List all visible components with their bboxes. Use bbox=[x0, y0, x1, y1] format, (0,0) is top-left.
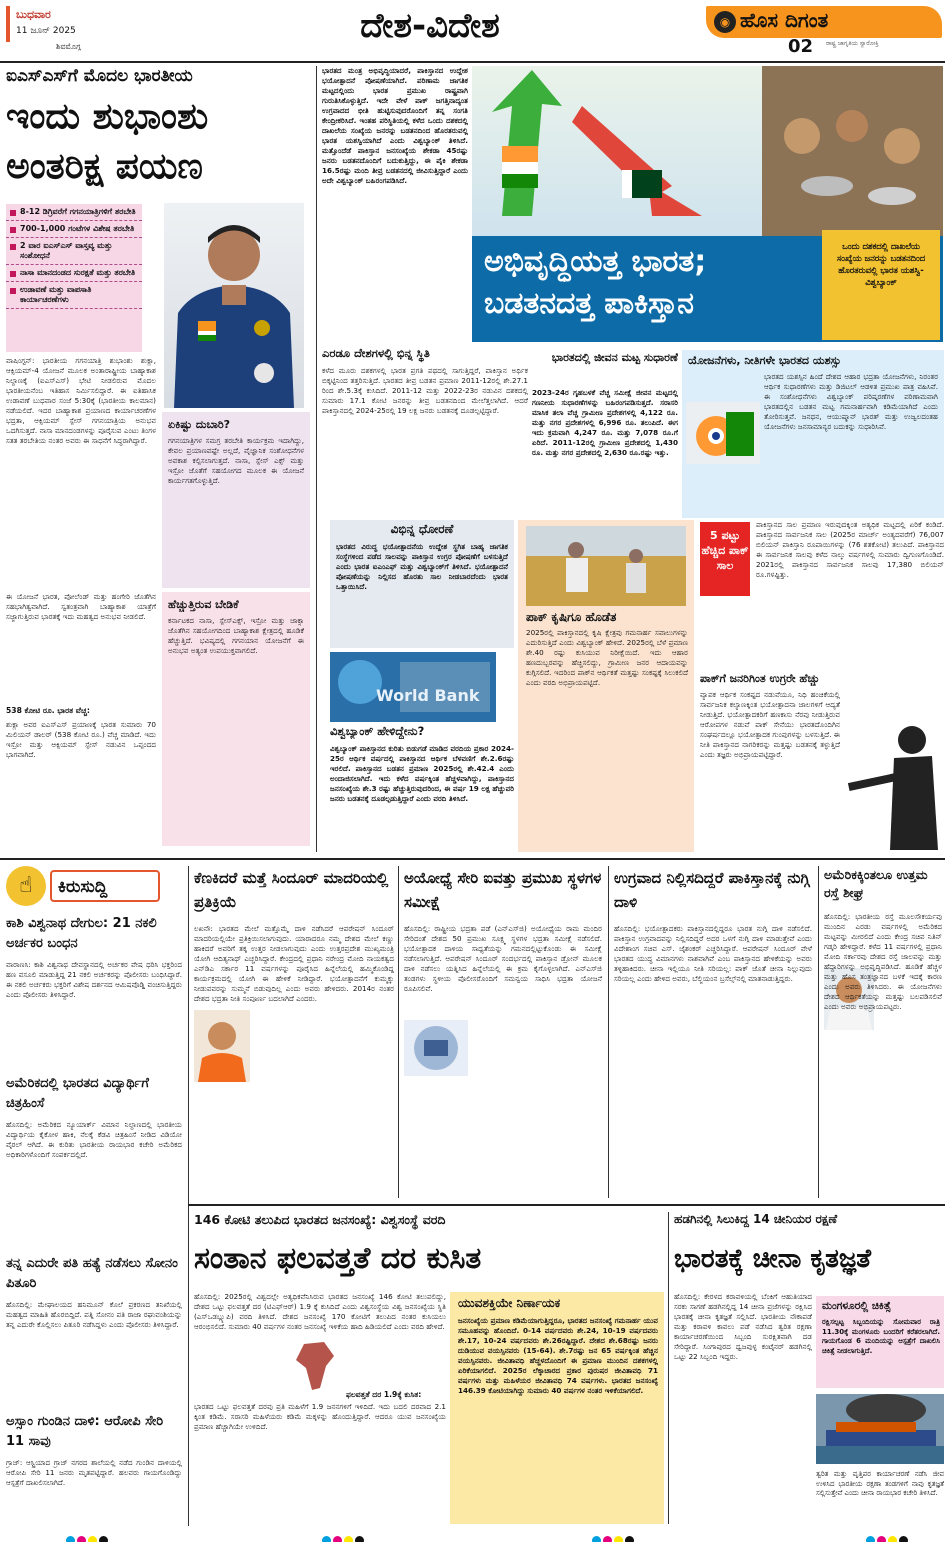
terror-heading: ಪಾಕ್‌ಗೆ ಜನರಿಗಿಂತ ಉಗ್ರರೇ ಹೆಚ್ಚು bbox=[700, 672, 820, 685]
brief-3-heading: ತನ್ನ ಎದುರೇ ಪತಿ ಹತ್ಯೆ ನಡೆಸಲು ಸೋನಂ ಪಿತೂರಿ bbox=[6, 1256, 178, 1291]
shubhanshu-kicker: ಐಎಸ್‌ಎಸ್‌ಗೆ ಮೊದಲ ಭಾರತೀಯ bbox=[6, 66, 193, 86]
sindoor-body: ಲಖನೌ: ಭಾರತದ ಮೇಲೆ ಮತ್ತೊಮ್ಮೆ ದಾಳಿ ನಡೆಸಿದರೆ ಆಪರೇಷನ್ ಸಿಂದೂರ್ ಮಾದರಿಯಲ್ಲಿಯೇ ಪ್ರತಿಕ್ರಿಯಿಸಲಾಗುವುದು. ಯಾರಾದರೂ ನಮ್ಮ ದೇಶದ ಮೇಲೆ ಕಣ್ಣು ಹಾಕಿದರೆ ಅವರಿಗೆ ತಕ್ಕ ಉತ್ತರ ನೀಡಲಾಗುವುದು ಎಂದು ಉತ್ತರಪ್ರದೇಶ ಮುಖ್ಯಮಂತ್ರಿ ಯೋಗಿ ಆದಿತ್ಯನಾಥ್ ಎಚ್ಚರಿಸಿದ್ದಾರೆ. ಕೇಂದ್ರದಲ್ಲಿ ಪ್ರಧಾನಿ ನರೇಂದ್ರ ಮೋದಿ ನಾಯಕತ್ವದ ಎನ್‌ಡಿಎ ಸರ್ಕಾರ 11 ವರ್ಷಗಳನ್ನು ಪೂರೈಸಿದ ಹಿನ್ನೆಲೆಯಲ್ಲಿ ಹಮ್ಮಿಕೊಂಡಿದ್ದ ಕಾರ್ಯಕ್ರಮದಲ್ಲಿ ಯೋಗಿ ಈ ಹೇಳಿಕೆ ನೀಡಿದ್ದಾರೆ. ಭಯೋತ್ಪಾದನೆಗೆ ಕುಮ್ಮಕ್ಕು ನೀಡುವವರನ್ನು ಸುಮ್ಮನೆ ಬಿಡುವುದಿಲ್ಲ ಎಂದು ಅವರು ಹೇಳಿದರು. 2014ರ ನಂತರ ದೇಶದ ಭದ್ರತಾ ನೀತಿ ಸಂಪೂರ್ಣ ಬದಲಾಗಿದೆ ಎಂದರು. bbox=[194, 924, 394, 1003]
brief-3-body: ಹೊಸದಿಲ್ಲಿ: ಮೇಘಾಲಯದ ಹನಿಮೂನ್ ಕೊಲೆ ಪ್ರಕರಣದ ತನಿಖೆಯಲ್ಲಿ ಮಹತ್ವದ ಮಾಹಿತಿ ಹೊರಬಿದ್ದಿದೆ. ಪತ್ನಿ ಸೋನಂ ಪತಿ ರಾಜಾ ರಘುವಂಶಿಯನ್ನು ತನ್ನ ಎದುರೇ ಕೊಲ್ಲಿಸಲು ಪಿತೂರಿ ನಡೆಸಿದ್ದಳು ಎಂದು ಪೊಲೀಸರು ತಿಳಿಸಿದ್ದಾರೆ. bbox=[6, 1300, 182, 1329]
schemes-box bbox=[682, 350, 944, 518]
brief-4-heading: ಅಸ್ಸಾಂ ಗುಂಡಿನ ದಾಳಿ: ಆರೋಪಿ ಸೇರಿ 11 ಸಾವು bbox=[6, 1414, 164, 1449]
farm-box bbox=[518, 520, 694, 852]
fertility-heading: ಫಲವತ್ತತೆ ದರ 1.9ಕ್ಕೆ ಕುಸಿತ: bbox=[346, 1390, 422, 1399]
why-costly-body: ಗಗನಯಾತ್ರಿಗಳ ಸಮಗ್ರ ತರಬೇತಿ ಕಾರ್ಯಕ್ರಮ ಇದಾಗಿದ್ದು, ಕೇವಲ ಪ್ರಯಾಣವಷ್ಟೇ ಅಲ್ಲದೆ, ವೈಜ್ಞಾನಿಕ ಸಂಶೋಧನೆಗಳ ಅವಕಾಶ ಕಲ್ಪಿಸಲಾಗುತ್ತದೆ. ನಾಸಾ, ಸ್ಪೇಸ್ ಎಕ್ಸ್ ಮತ್ತು ಇಸ್ರೋ ಜೊತೆಗೆ ಸಹಯೋಗದ ಮೂಲಕ ಈ ಯೋಜನೆ ಕಾರ್ಯಗತಗೊಳ್ಳುತ್ತಿದೆ. bbox=[168, 436, 304, 485]
brief-4-body: ಗ್ರಾಜ್: ಆಸ್ಟ್ರಿಯಾದ ಗ್ರಾಜ್ ನಗರದ ಶಾಲೆಯಲ್ಲಿ ನಡೆದ ಗುಂಡಿನ ದಾಳಿಯಲ್ಲಿ ಆರೋಪಿ ಸೇರಿ 11 ಜನರು ಮೃತಪಟ್ಟಿದ್ದಾರೆ. ಹಲವರು ಗಾಯಗೊಂಡಿದ್ದು ಆಸ್ಪತ್ರೆಗೆ ದಾಖಲಿಸಲಾಗಿದೆ. bbox=[6, 1458, 182, 1487]
farm-body: 2025ರಲ್ಲಿ ಪಾಕಿಸ್ತಾನದಲ್ಲಿ ಕೃಷಿ ಕ್ಷೇತ್ರವು ಗಮನಾರ್ಹ ಸವಾಲುಗಳನ್ನು ಎದುರಿಸುತ್ತಿದೆ ಎಂದು ವಿಶ್ವಬ್ಯಾಂಕ್ ಹೇಳಿದೆ. 2025ರಲ್ಲಿ ಬೆಳೆ ಪ್ರಮಾಣ ಶೇ.40 ರಷ್ಟು ಕುಸಿಯುವ ನಿರೀಕ್ಷೆಯಿದೆ. ಇದು ಆಹಾರ ಹಣದುಬ್ಬರವನ್ನು ಹೆಚ್ಚಿಸಲಿದ್ದು, ಗ್ರಾಮೀಣ ಜನರ ಆದಾಯವನ್ನು ಕುಗ್ಗಿಸಲಿದೆ. ಇದರಿಂದ ಪಾಕ್‌ನ ಆರ್ಥಿಕತೆ ಮತ್ತಷ್ಟು ಸಂಕಷ್ಟಕ್ಕೆ ಸಿಲುಕಲಿದೆ ಎಂದು ವರದಿ ಅಭಿಪ್ರಾಯಪಟ್ಟಿದೆ. bbox=[526, 628, 688, 687]
astronaut-photo bbox=[164, 203, 304, 408]
brief-2-heading: ಅಮೆರಿಕದಲ್ಲಿ ಭಾರತದ ವಿದ್ಯಾರ್ಥಿಗೆ ಚಿತ್ರಹಿಂಸೆ bbox=[6, 1076, 149, 1111]
kirusuddi-icon: ☝ bbox=[6, 866, 46, 906]
world-bank-body: ವಿಶ್ವಬ್ಯಾಂಕ್ ಪಾಕಿಸ್ತಾನದ ಕುರಿತು ಬಿಡುಗಡೆ ಮಾಡಿದ ವರದಿಯ ಪ್ರಕಾರ 2024-25ರ ಆರ್ಥಿಕ ವರ್ಷದಲ್ಲಿ ಪಾಕಿಸ್ತಾನದ ಆರ್ಥಿಕ ಬೆಳವಣಿಗೆ ಶೇ.2.6ರಷ್ಟು ಇರಲಿದೆ. ಪಾಕಿಸ್ತಾನದ ಬಡತನ ಪ್ರಮಾಣ 2025ರಲ್ಲಿ ಶೇ.42.4 ಎಂದು ಅಂದಾಜಿಸಲಾಗಿದೆ. ಇದು ಕಳೆದ ವರ್ಷಕ್ಕಿಂತ ಹೆಚ್ಚಳವಾಗಿದ್ದು, ಪಾಕಿಸ್ತಾನದ ಜನಸಂಖ್ಯೆಯ ಶೇ.3 ರಷ್ಟು ಹೆಚ್ಚುತ್ತಿರುವುದರಿಂದ, ಈ ವರ್ಷ 19 ಲಕ್ಷ ಹೆಚ್ಚುವರಿ ಜನರು ಬಡತನಕ್ಕೆ ದೂಡಲ್ಪಡುತ್ತಿದ್ದಾರೆ ಎಂದು ವರದಿ ತಿಳಿಸಿದೆ. bbox=[330, 744, 514, 803]
ayodhya-body: ಹೊಸದಿಲ್ಲಿ: ರಾಷ್ಟ್ರೀಯ ಭದ್ರತಾ ಪಡೆ (ಎನ್‌ಎಸ್‌ಜಿ) ಅಯೋಧ್ಯೆಯ ರಾಮ ಮಂದಿರ ಸೇರಿದಂತೆ ದೇಶದ 50 ಪ್ರಮುಖ ಸೂಕ್ಷ್ಮ ಸ್ಥಳಗಳ ಭದ್ರತಾ ಸಮೀಕ್ಷೆ ನಡೆಸಲಿದೆ. ಭಯೋತ್ಪಾದಕ ದಾಳಿಯ ಸಾಧ್ಯತೆಯನ್ನು ಗಮನದಲ್ಲಿಟ್ಟುಕೊಂಡು ಈ ಸಮೀಕ್ಷೆ ನಡೆಸಲಾಗುತ್ತಿದೆ. ಆಪರೇಷನ್ ಸಿಂದೂರ್ ಸಂದರ್ಭದಲ್ಲಿ ಪಾಕಿಸ್ತಾನ ಡ್ರೋನ್ ಮೂಲಕ ದಾಳಿ ನಡೆಸಲು ಯತ್ನಿಸಿದ ಹಿನ್ನೆಲೆಯಲ್ಲಿ ಈ ಕ್ರಮ ಕೈಗೊಳ್ಳಲಾಗಿದೆ. ಎನ್‌ಎಸ್‌ಜಿ ತಂಡಗಳು ಸ್ಥಳೀಯ ಪೊಲೀಸರೊಂದಿಗೆ ಸಮನ್ವಯ ಸಾಧಿಸಿ ಭದ್ರತಾ ಯೋಜನೆ ರೂಪಿಸಲಿವೆ. bbox=[404, 924, 602, 993]
two-nations-heading: ಎರಡೂ ದೇಶಗಳಲ್ಲಿ ಭಿನ್ನ ಸ್ಥಿತಿ bbox=[322, 346, 430, 360]
masthead-city: ಶಿವಮೊಗ್ಗ bbox=[56, 42, 81, 51]
mangaluru-heading: ಮಂಗಳೂರಲ್ಲಿ ಚಿಕಿತ್ಸೆ bbox=[822, 1300, 891, 1312]
fertility-body: ಭಾರತದ ಒಟ್ಟು ಫಲವತ್ತತೆ ದರವು ಪ್ರತಿ ಮಹಿಳೆಗೆ 1.9 ಜನನಗಳಿಗೆ ಇಳಿದಿದೆ. ಇದು ಬದಲಿ ದರವಾದ 2.1 ಕ್ಕಿಂತ ಕಡಿಮೆ. ಸರಾಸರಿ ಮಹಿಳೆಯರು ಕಡಿಮೆ ಮಕ್ಕಳನ್ನು ಹೊಂದುತ್ತಿದ್ದಾರೆ. ಆದರೂ ಯುವ ಜನಸಂಖ್ಯೆಯ ಪ್ರಮಾಣ ಹೆಚ್ಚಾಗಿಯೇ ಉಳಿದಿದೆ. bbox=[194, 1402, 446, 1431]
population-body: ಹೊಸದಿಲ್ಲಿ: 2025ರಲ್ಲಿ ವಿಶ್ವದಲ್ಲೇ ಅತ್ಯಧಿಕವೆನಿಸಿರುವ ಭಾರತದ ಜನಸಂಖ್ಯೆ 146 ಕೋಟಿ ತಲುಪಲಿದ್ದು, ದೇಶದ ಒಟ್ಟು ಫಲವತ್ತತೆ ದರ (ಟಿಎಫ್‌ಆರ್) 1.9 ಕ್ಕೆ ಕುಸಿದಿದೆ ಎಂದು ವಿಶ್ವಸಂಸ್ಥೆಯ ವಿಶ್ವ ಜನಸಂಖ್ಯೆಯ ಸ್ಥಿತಿ (ಎಸ್‌ಒಡಬ್ಲ್ಯುಪಿ) ವರದಿ ತಿಳಿಸಿದೆ. ದೇಶದ ಜನಸಂಖ್ಯೆ 170 ಕೋಟಿಗೆ ತಲುಪಿದ ನಂತರ ಕುಸಿಯಲು ಆರಂಭಿಸಲಿದೆ. ಸುಮಾರು 40 ವರ್ಷಗಳ ನಂತರ ಜನಸಂಖ್ಯೆ ಇಳಿಕೆಯ ಹಾದಿ ಹಿಡಿಯಲಿದೆ ಎಂದು ವರದಿ ಹೇಳಿದೆ. bbox=[194, 1292, 446, 1331]
youth-box bbox=[450, 1292, 664, 1524]
china-headline: ಭಾರತಕ್ಕೆ ಚೀನಾ ಕೃತಜ್ಞತೆ bbox=[674, 1244, 872, 1274]
masthead bbox=[0, 0, 945, 62]
policy-heading: ವಿಭಿನ್ನ ಧೋರಣೆ bbox=[390, 522, 454, 536]
terror-body: ವ್ಯಾಪಕ ಆರ್ಥಿಕ ಸಂಕಷ್ಟದ ನಡುವೆಯೂ, ನಿಧಿ ಹಂಚಿಕೆಯಲ್ಲಿ ಸಾರ್ವಜನಿಕ ಕಲ್ಯಾಣಕ್ಕಿಂತ ಭಯೋತ್ಪಾದನಾ ಜಾಲಗಳಿಗೆ ಆದ್ಯತೆ ನೀಡುತ್ತಿದೆ. ಭಯೋತ್ಪಾದಕರಿಗೆ ಹಣಕಾಸು ನೆರವು ನೀಡುತ್ತಿರುವ ಆರೋಪಗಳ ನಡುವೆ ಪಾಕ್ ಸೇನೆಯು ಭಾರತದೊಂದಿಗಿನ ಸಂಘರ್ಷದಲ್ಲೂ ಭಯೋತ್ಪಾದಕ ಗುಂಪುಗಳನ್ನು ಬಳಸುತ್ತಿದೆ. ಈ ನೀತಿ ಪಾಕಿಸ್ತಾನದ ನಾಗರಿಕರನ್ನು ಮತ್ತಷ್ಟು ಬಡತನಕ್ಕೆ ತಳ್ಳುತ್ತಿದೆ ಎಂದು ತಜ್ಞರು ಅಭಿಪ್ರಾಯಪಟ್ಟಿದ್ದಾರೆ. bbox=[700, 690, 840, 759]
india-pak-intro: ಭಾರತದ ಮಂತ್ರ ಅಭಿವೃದ್ಧಿಯಾದರೆ, ಪಾಕಿಸ್ತಾನದ ಉದ್ದೇಶ ಭಯೋತ್ಪಾದನೆ ಪೋಷಣೆಯಾಗಿದೆ. ಪರಿಣಾಮ ಜಾಗತಿಕ ಮಟ್ಟದಲ್ಲಿಂದು ಭಾರತ ಪ್ರಮುಖ ರಾಷ್ಟ್ರವಾಗಿ ಗುರುತಿಸಿಕೊಳ್ಳುತ್ತಿದೆ. ಇದೇ ವೇಳೆ ಪಾಕ್ ಜಗತ್ತಿನಾದ್ಯಂತ ಉಗ್ರವಾದದ ಭೀತಿ ಹುಟ್ಟಿಸುವುದರೊಂದಿಗೆ ತನ್ನ ಸಂಗತಿ ಕೇಂದ್ರೀಕರಿಸಿದೆ. ಇಂತಹ ಪರಿಸ್ಥಿತಿಯಲ್ಲಿ ಕಳೆದ ಒಂದು ದಶಕದಲ್ಲಿ ದಾಖಲೆಯ ಸಂಖ್ಯೆಯ ಜನರನ್ನು ಬಡತನದಿಂದ ಹೊರತರುವಲ್ಲಿ ಭಾರತ ಯಶಸ್ವಿಯಾಗಿದೆ ಎಂದು ವಿಶ್ವಬ್ಯಾಂಕ್ ತಿಳಿಸಿದೆ. ಮತ್ತೊಂದೆಡೆ ಪಾಕಿಸ್ತಾನ ಜನಸಂಖ್ಯೆಯ ಶೇಕಡಾ 45ರಷ್ಟು ಜನರು ಬಡತನದೊಂದಿಗೆ ಬದುಕುತ್ತಿದ್ದು, ಈ ಪೈಕಿ ಶೇಕಡಾ 16.5ರಷ್ಟು ಮಂದಿ ತೀವ್ರ ಬಡತನದಲ್ಲಿ ಜೀವಿಸುತ್ತಿದ್ದಾರೆ ಎಂದು ಅದೇ ವಿಶ್ವಬ್ಯಾಂಕ್ ಬಹಿರಂಗಪಡಿಸಿದೆ. bbox=[322, 66, 468, 185]
living-standard-heading: ಭಾರತದಲ್ಲಿ ಜೀವನ ಮಟ್ಟ ಸುಧಾರಣೆ bbox=[551, 351, 678, 364]
paper-logo-icon: ◉ bbox=[714, 11, 736, 33]
mangaluru-box bbox=[816, 1296, 944, 1388]
paper-logo-name: ಹೊಸ ದಿಗಂತ bbox=[740, 8, 829, 32]
shubhanshu-body-1: ವಾಷಿಂಗ್ಟನ್: ಭಾರತೀಯ ಗಗನಯಾತ್ರಿ ಶುಭಾಂಶು ಶುಕ್ಲಾ, ಆಕ್ಸಿಯಮ್-4 ಯೋಜನೆ ಮೂಲಕ ಅಂತಾರಾಷ್ಟ್ರೀಯ ಬಾಹ್ಯಾಕಾಶ ನಿಲ್ದಾಣಕ್ಕೆ (ಐಎಸ್‌ಎಸ್) ಭೇಟಿ ನೀಡಲಿರುವ ಮೊದಲ ಭಾರತೀಯನೆಂಬ ಇತಿಹಾಸ ನಿರ್ಮಿಸಲಿದ್ದಾರೆ. ಈ ಐತಿಹಾಸಿಕ ಉಡಾವಣೆ ಬುಧವಾರ ಸಂಜೆ 5:30ಕ್ಕೆ (ಭಾರತೀಯ ಕಾಲಮಾನ) ನಡೆಯಲಿದೆ. ಇದರ ಬಾಹ್ಯಾಕಾಶ ಪ್ರಯಾಣದ ಕಾರ್ಯಾಚರಣೆಗಳ ಭದ್ರತಾ, ಆಕ್ಸಿಯಮ್ ಸ್ಪೇಸ್ ಗಗನಯಾತ್ರಿಯ ಅನುಭವ ಒದಗಿಸುತ್ತದೆ. ನಾಸಾ ಮಾನದಂಡಗಳನ್ನು ಪೂರೈಸುವ ಎಂಟು ತಿಂಗಳ ಸತತ ತರಬೇತಿಯ ನಂತರ ಅವರು ಈ ಸಾಧನೆಗೆ ಸಿದ್ಧರಾಗಿದ್ದಾರೆ. bbox=[6, 356, 156, 445]
gunman-silhouette bbox=[842, 710, 942, 850]
living-standard-box bbox=[532, 350, 678, 518]
china-body: ಹೊಸದಿಲ್ಲಿ: ಕೇರಳದ ಕರಾವಳಿಯಲ್ಲಿ ಬೆಂಕಿಗೆ ಆಹುತಿಯಾದ ಸರಕು ಸಾಗಣೆ ಹಡಗಿನಲ್ಲಿದ್ದ 14 ಚೀನಾ ಪ್ರಜೆಗಳನ್ನು ರಕ್ಷಿಸಿದ ಭಾರತಕ್ಕೆ ಚೀನಾ ಕೃತಜ್ಞತೆ ಸಲ್ಲಿಸಿದೆ. ಭಾರತೀಯ ನೌಕಾಪಡೆ ಮತ್ತು ಕರಾವಳಿ ಕಾವಲು ಪಡೆ ನಡೆಸಿದ ತ್ವರಿತ ರಕ್ಷಣಾ ಕಾರ್ಯಾಚರಣೆಯಿಂದ ಸಿಬ್ಬಂದಿ ಸುರಕ್ಷಿತವಾಗಿ ದಡ ಸೇರಿದ್ದಾರೆ. ಸಿಂಗಾಪುರದ ಧ್ವಜವುಳ್ಳ ಕಂಟೈನರ್ ಹಡಗಿನಲ್ಲಿ ಒಟ್ಟು 22 ಸಿಬ್ಬಂದಿ ಇದ್ದರು. bbox=[674, 1292, 812, 1361]
youth-body: ಜನಸಂಖ್ಯೆಯ ಪ್ರಮಾಣ ಕಡಿಮೆಯಾಗುತ್ತಿದ್ದರೂ, ಭಾರತದ ಜನಸಂಖ್ಯೆ ಗಮನಾರ್ಹ ಯುವ ಸಮೂಹವನ್ನು ಹೊಂದಿದೆ. 0-14 ವರ್ಷದವರು ಶೇ.24, 10-19 ವರ್ಷದವರು ಶೇ.17, 10-24 ವರ್ಷದವರು ಶೇ.26ರಷ್ಟಿದ್ದಾರೆ. ದೇಶದ ಶೇ.68ರಷ್ಟು ಜನರು ದುಡಿಯುವ ವಯಸ್ಸಿನವರು (15-64). ಶೇ.7ರಷ್ಟು ಜನ 65 ವರ್ಷಕ್ಕಿಂತ ಹೆಚ್ಚಿನ ವಯಸ್ಸಿನವರು. ಜೀವಿತಾವಧಿ ಹೆಚ್ಚಳದೊಂದಿಗೆ ಈ ಪ್ರಮಾಣ ಮುಂದಿನ ದಶಕಗಳಲ್ಲಿ ಏರಿಕೆಯಾಗಲಿದೆ. 2025ರ ಲೆಕ್ಕಾಚಾರದ ಪ್ರಕಾರ ಪುರುಷರ ಜೀವಿತಾವಧಿ 71 ವರ್ಷಗಳು ಮತ್ತು ಮಹಿಳೆಯರ ಜೀವಿತಾವಧಿ 74 ವರ್ಷಗಳು. ಭಾರತದ ಜನಸಂಖ್ಯೆ 146.39 ಕೋಟಿಯಾಗಿದ್ದು ಸುಮಾರು 40 ವರ್ಷಗಳ ನಂತರ ಇಳಿಕೆಯಾಗಲಿದೆ. bbox=[458, 1316, 658, 1395]
world-bank-image-text: World Bank bbox=[376, 686, 480, 705]
why-costly-heading: ಏಕಿಷ್ಟು ದುಬಾರಿ? bbox=[168, 418, 231, 431]
why-costly-box bbox=[162, 412, 310, 588]
bullet-item: ಉಡಾವಣೆ ಮತ್ತು ವಾಪಸಾತಿ ಕಾರ್ಯಾಚರಣೆಗಳು bbox=[6, 282, 142, 309]
paper-tagline: ರಾಷ್ಟ್ರ ಜಾಗೃತಿಯ ಸ್ವಾರೋಕ್ತಿ bbox=[826, 40, 879, 47]
mangaluru-body: ರಕ್ಷಿಸಲ್ಪಟ್ಟ ಸಿಬ್ಬಂದಿಯನ್ನು ಸೋಮವಾರ ರಾತ್ರಿ 11.30ಕ್ಕೆ ಮಂಗಳೂರು ಬಂದರಿಗೆ ಕರೆತರಲಾಗಿದೆ. ಗಾಯಗೊಂಡ 6 ಮಂದಿಯನ್ನು ಆಸ್ಪತ್ರೆಗೆ ದಾಖಲಿಸಿ ಚಿಕಿತ್ಸೆ ನೀಡಲಾಗುತ್ತಿದೆ. bbox=[822, 1318, 940, 1355]
print-marks-left bbox=[66, 1530, 116, 1542]
roads-body: ಹೊಸದಿಲ್ಲಿ: ಭಾರತೀಯ ರಸ್ತೆ ಮೂಲಸೌಕರ್ಯವು ಮುಂದಿನ ಎರಡು ವರ್ಷಗಳಲ್ಲಿ ಅಮೆರಿಕದ ಮಟ್ಟವನ್ನು ಮೀರಲಿದೆ ಎಂದು ಕೇಂದ್ರ ಸಚಿವ ನಿತಿನ್ ಗಡ್ಕರಿ ಹೇಳಿದ್ದಾರೆ. ಕಳೆದ 11 ವರ್ಷಗಳಲ್ಲಿ ಪ್ರಧಾನಿ ಮೋದಿ ಸರ್ಕಾರವು ದೇಶದ ರಸ್ತೆ ಜಾಲವನ್ನು ಮತ್ತು ಹೆದ್ದಾರಿಗಳನ್ನು ಅಭಿವೃದ್ಧಿಪಡಿಸಿದೆ. ಹೂಡಿಕೆ ಹೆಚ್ಚಳ ಮತ್ತು ಹೊಸ ತಂತ್ರಜ್ಞಾನದ ಬಳಕೆ ಇದಕ್ಕೆ ಕಾರಣ ಎಂದು ಅವರು ತಿಳಿಸಿದರು. ಈ ಯೋಜನೆಗಳು ದೇಶದ ಆರ್ಥಿಕತೆಯನ್ನು ಮತ್ತಷ್ಟು ಬಲಪಡಿಸಲಿವೆ ಎಂದು ಅವರು ಅಭಿಪ್ರಾಯಪಟ್ಟರು. bbox=[824, 912, 942, 1011]
demand-box bbox=[162, 592, 310, 846]
brief-1-body: ವಾರಾಣಸಿ: ಕಾಶಿ ವಿಶ್ವನಾಥ ದೇವಸ್ಥಾನದಲ್ಲಿ ಅರ್ಚಕರ ವೇಷ ಧರಿಸಿ ಭಕ್ತರಿಂದ ಹಣ ವಸೂಲಿ ಮಾಡುತ್ತಿದ್ದ 21 ನಕಲಿ ಅರ್ಚಕರನ್ನು ಪೊಲೀಸರು ಬಂಧಿಸಿದ್ದಾರೆ. ಈ ನಕಲಿ ಅರ್ಚಕರು ಭಕ್ತರಿಗೆ ವಿಶೇಷ ದರ್ಶನದ ಆಮಿಷವೊಡ್ಡಿ ವಂಚಿಸುತ್ತಿದ್ದರು ಎಂದು ಪೊಲೀಸರು ತಿಳಿಸಿದ್ದಾರೆ. bbox=[6, 960, 182, 999]
population-kicker: 146 ಕೋಟಿ ತಲುಪಿದ ಭಾರತದ ಜನಸಂಖ್ಯೆ: ವಿಶ್ವಸಂಸ್ಥೆ ವರದಿ bbox=[194, 1212, 446, 1227]
strike-headline: ಉಗ್ರವಾದ ನಿಲ್ಲಿಸದಿದ್ದರೆ ಪಾಕಿಸ್ತಾನಕ್ಕೆ ನುಗ್ಗಿ ದಾಳಿ bbox=[614, 869, 810, 911]
brief-2-body: ಹೊಸದಿಲ್ಲಿ: ಅಮೆರಿಕದ ನ್ಯೂಯಾರ್ಕ್ ವಿಮಾನ ನಿಲ್ದಾಣದಲ್ಲಿ ಭಾರತೀಯ ವಿದ್ಯಾರ್ಥಿಯ ಕೈಕೋಳ ಹಾಕಿ, ನೆಲಕ್ಕೆ ಕೆಡವಿ ಚಿತ್ರಹಿಂಸೆ ನೀಡಿದ ವಿಡಿಯೋ ವೈರಲ್ ಆಗಿದೆ. ಈ ಕುರಿತು ಭಾರತೀಯ ರಾಯಭಾರ ಕಚೇರಿ ಅಮೆರಿಕದ ಅಧಿಕಾರಿಗಳೊಂದಿಗೆ ಸಂಪರ್ಕದಲ್ಲಿದೆ. bbox=[6, 1120, 182, 1159]
world-bank-image bbox=[330, 652, 496, 722]
date-block bbox=[6, 6, 156, 54]
policy-box bbox=[330, 520, 514, 648]
roads-headline: ಅಮೆರಿಕಕ್ಕಿಂತಲೂ ಉತ್ತಮ ರಸ್ತೆ ಶೀಘ್ರ bbox=[824, 867, 928, 900]
shubhanshu-headline: ಇಂದು ಶುಭಾಂಶು ಅಂತರಿಕ್ಷ ಪಯಣ bbox=[6, 96, 209, 187]
schemes-body: ಭಾರತದ ಯಶಸ್ಸಿನ ಹಿಂದೆ ದೇಶದ ಆಹಾರ ಭದ್ರತಾ ಯೋಜನೆಗಳು, ನಿರಂತರ ಆರ್ಥಿಕ ಸುಧಾರಣೆಗಳು ಮತ್ತು ಡಿಜಿಟಲ್ ಆಡಳಿತ ಪ್ರಮುಖ ಪಾತ್ರ ವಹಿಸಿವೆ. ಈ ಸಂಶೋಧನೆಗಳು ವಿಶ್ವಬ್ಯಾಂಕ್ ಪರಿಷ್ಕರಣೆಗಳ ಪರಿಣಾಮವಾಗಿ ಭಾರತದಲ್ಲಿನ ಬಡತನ ಮಟ್ಟ ಗಮನಾರ್ಹವಾಗಿ ಕಡಿಮೆಯಾಗಿದೆ ಎಂದು ತೋರಿಸುತ್ತವೆ. ಜನಧನ, ಆಯುಷ್ಮಾನ್ ಭಾರತ್ ಮತ್ತು ಉಜ್ವಲದಂತಹ ಯೋಜನೆಗಳು ಜನಸಾಮಾನ್ಯರ ಬದುಕನ್ನು ಸುಧಾರಿಸಿವೆ. bbox=[764, 372, 938, 431]
sindoor-headline: ಕೆಣಕಿದರೆ ಮತ್ತೆ ಸಿಂದೂರ್ ಮಾದರಿಯಲ್ಲಿ ಪ್ರತಿಕ್ರಿಯೆ bbox=[194, 869, 389, 911]
shubhanshu-cost-body: ಶುಕ್ಲಾ ಅವರ ಐಎಸ್‌ಎಸ್ ಪ್ರಯಾಣಕ್ಕೆ ಭಾರತ ಸುಮಾರು 70 ಮಿಲಿಯನ್ ಡಾಲರ್ (538 ಕೋಟಿ ರೂ.) ವೆಚ್ಚ ಮಾಡಿದೆ. ಇದು ಇಸ್ರೋ ಮತ್ತು ಆಕ್ಸಿಯಮ್ ಸ್ಪೇಸ್ ನಡುವಿನ ಒಪ್ಪಂದದ ಭಾಗವಾಗಿದೆ. bbox=[6, 720, 156, 759]
india-map bbox=[290, 1340, 340, 1392]
living-standard-body: 2023-24ರ ಗೃಹಬಳಕೆ ವೆಚ್ಚ ಸಮೀಕ್ಷೆ ಜೀವನ ಮಟ್ಟದಲ್ಲಿ ಗಣನೀಯ ಸುಧಾರಣೆಗಳನ್ನು ಬಹಿರಂಗಪಡಿಸುತ್ತದೆ. ಸರಾಸರಿ ಮಾಸಿಕ ತಲಾ ವೆಚ್ಚ ಗ್ರಾಮೀಣ ಪ್ರದೇಶಗಳಲ್ಲಿ 4,122 ರೂ. ಮತ್ತು ನಗರ ಪ್ರದೇಶಗಳಲ್ಲಿ 6,996 ರೂ. ತಲುಪಿದೆ. ಈಗ ಇದು ಕ್ರಮವಾಗಿ 4,247 ರೂ. ಮತ್ತು 7,078 ರೂ.ಗೆ ಏರಿದೆ. 2011-12ರಲ್ಲಿ ಗ್ರಾಮೀಣ ಪ್ರದೇಶದಲ್ಲಿ 1,430 ರೂ. ಮತ್ತು ನಗರ ಪ್ರದೇಶದಲ್ಲಿ 2,630 ರೂ.ರಷ್ಟು ಇತ್ತು. bbox=[532, 388, 678, 457]
schemes-heading: ಯೋಜನೆಗಳು, ನೀತಿಗಳೇ ಭಾರತದ ಯಶಸ್ಸು bbox=[688, 354, 842, 367]
india-pak-hero-title-2: ಬಡತನದತ್ತ ಪಾಕಿಸ್ತಾನ bbox=[484, 286, 694, 321]
print-marks-right bbox=[866, 1530, 916, 1542]
bullet-item: 700-1,000 ಗಂಟೆಗಳ ವಿಶೇಷ ತರಬೇತಿ bbox=[6, 221, 142, 238]
india-pak-hero-image bbox=[472, 66, 943, 342]
strike-body: ಹೊಸದಿಲ್ಲಿ: ಭಯೋತ್ಪಾದಕರು ಪಾಕಿಸ್ತಾನದಲ್ಲಿದ್ದರೂ ಭಾರತ ನುಗ್ಗಿ ದಾಳಿ ನಡೆಸಲಿದೆ. ಪಾಕಿಸ್ತಾನ ಉಗ್ರವಾದವನ್ನು ನಿಲ್ಲಿಸದಿದ್ದರೆ ಅದರ ಒಳಗೆ ನುಗ್ಗಿ ದಾಳಿ ಮಾಡುತ್ತೇವೆ ಎಂದು ವಿದೇಶಾಂಗ ಸಚಿವ ಎಸ್. ಜೈಶಂಕರ್ ಎಚ್ಚರಿಸಿದ್ದಾರೆ. ಆಪರೇಷನ್ ಸಿಂದೂರ್ ವೇಳೆ ಭಾರತದ ಯುದ್ಧ ವಿಮಾನಗಳು ನಾಶವಾಗಿವೆ ಎಂಬ ಪಾಕಿಸ್ತಾನದ ಹೇಳಿಕೆಯನ್ನು ಅವರು ತಳ್ಳಿಹಾಕಿದರು. ಚೀನಾ ಇಲ್ಲಿಯೂ ನೀತಿ ಸರಿಯಲ್ಲ: ಪಾಕ್ ಜೊತೆ ಚೀನಾ ನಿಲ್ಲುವುದು ಸರಿಯಲ್ಲ ಎಂದು ಹೇಳಿದ ಅವರು, ಬೆಲ್ಜಿಯಂನ ಬ್ರಸೆಲ್ಸ್‌ನಲ್ಲಿ ಮಾತನಾಡುತ್ತಿದ್ದರು. bbox=[614, 924, 812, 983]
demand-body: ಕರ್ನಾಟಕದ ನಾಸಾ, ಸ್ಪೇಸ್‌ಎಕ್ಸ್, ಇಸ್ರೋ ಮತ್ತು ಜಾಕ್ಸಾ ಜೊತೆಗಿನ ಸಹಯೋಗದಿಂದ ಬಾಹ್ಯಾಕಾಶ ಕ್ಷೇತ್ರದಲ್ಲಿ ಹೂಡಿಕೆ ಹೆಚ್ಚುತ್ತಿದೆ. ಭವಿಷ್ಯದಲ್ಲಿ ಗಗನಯಾನ ಯೋಜನೆಗೆ ಈ ಅನುಭವ ಅತ್ಯಂತ ಉಪಯುಕ್ತವಾಗಲಿದೆ. bbox=[168, 616, 304, 655]
farm-photo bbox=[526, 526, 686, 606]
bullet-item: 2 ವಾರ ಐಎಸ್‌ಎಸ್ ವಾಸ್ತವ್ಯ ಮತ್ತು ಸಂಶೋಧನೆ bbox=[6, 238, 142, 265]
policy-body: ಭಾರತದ ವಿರುದ್ಧ ಭಯೋತ್ಪಾದನೆಯ ಉದ್ದೇಶ ಸ್ಥಗಿತ ಬಾಹ್ಯ ಜಾಗತಿಕ ಸಂಸ್ಥೆಗಳಿಂದ ಪಡೆದ ಸಾಲವನ್ನು ಪಾಕಿಸ್ತಾನ ಉಗ್ರರ ಪೋಷಣೆಗೆ ಬಳಸುತ್ತಿದೆ ಎಂದು ಭಾರತ ಐಎಂಎಫ್ ಮತ್ತು ವಿಶ್ವಬ್ಯಾಂಕ್‌ಗೆ ತಿಳಿಸಿದೆ. ಭಯೋತ್ಪಾದನೆ ಪೋಷಣೆಯನ್ನು ನಿಲ್ಲಿಸದ ಹೊರತು ಸಾಲ ನೀಡಬಾರದೆಂದು ಭಾರತ ಒತ್ತಾಯಿಸಿದೆ. bbox=[336, 542, 508, 591]
youth-heading: ಯುವಶಕ್ತಿಯೇ ನಿರ್ಣಾಯಕ bbox=[458, 1296, 561, 1310]
masthead-day: ಬುಧವಾರ bbox=[16, 8, 51, 21]
demand-heading: ಹೆಚ್ಚುತ್ತಿರುವ ಬೇಡಿಕೆ bbox=[168, 598, 239, 611]
shubhanshu-cost-label: 538 ಕೋಟಿ ರೂ. ಭಾರತ ವೆಚ್ಚ: bbox=[6, 706, 90, 715]
debt-body: ಪಾಕಿಸ್ತಾನದ ಸಾಲ ಪ್ರಮಾಣ ಇರುವುದಕ್ಕಿಂತ ಅತ್ಯಧಿಕ ಮಟ್ಟದಲ್ಲಿ ಏರಿಕೆ ಕಂಡಿದೆ. ಪಾಕಿಸ್ತಾನದ ಸಾರ್ವಜನಿಕ ಸಾಲ (2025ರ ಮಾರ್ಚ್ ಅಂತ್ಯದವರೆಗೆ) 76,007 ಬಿಲಿಯನ್ ಪಾಕಿಸ್ತಾನಿ ರೂಪಾಯಿಗಳನ್ನು (76 ಶತಕೋಟಿ) ತಲುಪಿದೆ. ಪಾಕಿಸ್ತಾನದ ಈ ಸಾರ್ವಜನಿಕ ಸಾಲವು ಕಳೆದ ನಾಲ್ಕು ವರ್ಷಗಳಲ್ಲಿ ಸುಮಾರು ದ್ವಿಗುಣಗೊಂಡಿದೆ. 2021ರಲ್ಲಿ ಪಾಕಿಸ್ತಾನದ ಸಾರ್ವಜನಿಕ ಸಾಲವು 17,380 ಬಿಲಿಯನ್ ರೂ.ಗಳಷ್ಟಿತ್ತು. bbox=[756, 520, 944, 579]
bullet-item: 8-12 ಡಿಗ್ರಿವರೆಗೆ ಗಗನಯಾತ್ರಿಗಳಿಗೆ ತರಬೇತಿ bbox=[6, 204, 142, 221]
china-body-2: ತ್ವರಿತ ಮತ್ತು ವೃತ್ತಿಪರ ಕಾರ್ಯಾಚರಣೆ ನಡೆಸಿ ಜೀವ ಉಳಿಸಿದ ಭಾರತೀಯ ರಕ್ಷಣಾ ತಂಡಗಳಿಗೆ ನಾವು ಕೃತಜ್ಞತೆ ಸಲ್ಲಿಸುತ್ತೇವೆ ಎಂದು ಚೀನಾ ರಾಯಭಾರ ಕಚೇರಿ ತಿಳಿಸಿದೆ. bbox=[816, 1470, 944, 1498]
brief-1-heading: ಕಾಶಿ ವಿಶ್ವನಾಥ ದೇಗುಲ: 21 ನಕಲಿ ಅರ್ಚಕರ ಬಂಧನ bbox=[6, 916, 157, 951]
farm-heading: ಪಾಕ್ ಕೃಷಿಗೂ ಹೊಡೆತ bbox=[526, 610, 617, 624]
section-title: ದೇಶ-ವಿದೇಶ bbox=[360, 6, 500, 46]
masthead-date: 11 ಜೂನ್ 2025 bbox=[16, 26, 76, 36]
kirusuddi-title: ಕಿರುಸುದ್ದಿ bbox=[50, 870, 160, 902]
print-marks-center bbox=[322, 1530, 372, 1542]
print-marks-center-right bbox=[592, 1530, 642, 1542]
shubhanshu-body-2: ಈ ಯೋಜನೆ ಭಾರತ, ಪೋಲೆಂಡ್ ಮತ್ತು ಹಂಗೇರಿ ಜೊತೆಗಿನ ಸಹಭಾಗಿತ್ವವಾಗಿದೆ. ಸ್ವತಂತ್ರವಾಗಿ ಬಾಹ್ಯಾಕಾಶ ಯಾತ್ರೆಗೆ ಸಜ್ಜಾಗುತ್ತಿರುವ ಭಾರತಕ್ಕೆ ಇದು ಮಹತ್ವದ ಅನುಭವ ನೀಡಲಿದೆ. bbox=[6, 592, 156, 621]
shubhanshu-bullets-box bbox=[6, 204, 142, 352]
ayodhya-headline: ಅಯೋಧ್ಯೆ ಸೇರಿ ಐವತ್ತು ಪ್ರಮುಖ ಸ್ಥಳಗಳ ಸಮೀಕ್ಷೆ bbox=[404, 869, 602, 911]
world-bank-heading: ವಿಶ್ವಬ್ಯಾಂಕ್ ಹೇಳಿದ್ದೇನು? bbox=[330, 724, 425, 738]
china-kicker: ಹಡಗಿನಲ್ಲಿ ಸಿಲುಕಿದ್ದ 14 ಚೀನಿಯರ ರಕ್ಷಣೆ bbox=[674, 1212, 838, 1226]
two-nations-body: ಕಳೆದ ಮೂರು ದಶಕಗಳಲ್ಲಿ ಭಾರತ ಪ್ರಗತಿ ಪಥದಲ್ಲಿ ಸಾಗುತ್ತಿದ್ದರೆ, ಪಾಕಿಸ್ತಾನ ಅರ್ಥಿಕ ಬಿಕ್ಕಟ್ಟಿನಿಂದ ತತ್ತರಿಸುತ್ತಿದೆ. ಭಾರತದ ತೀವ್ರ ಬಡತನ ಪ್ರಮಾಣ 2011-12ರಲ್ಲಿ ಶೇ.27.1 ರಿಂದ ಶೇ.5.3ಕ್ಕೆ ಕುಸಿದಿದೆ. 2011-12 ಮತ್ತು 2022-23ರ ನಡುವಿನ ದಶಕದಲ್ಲಿ ಸುಮಾರು 17.1 ಕೋಟಿ ಜನರನ್ನು ತೀವ್ರ ಬಡತನದಿಂದ ಮೇಲೆತ್ತಲಾಗಿದೆ. ಆದರೆ ಪಾಕಿಸ್ತಾನದಲ್ಲಿ 2024-25ರಲ್ಲಿ 19 ಲಕ್ಷ ಜನರು ಬಡತನಕ್ಕೆ ದೂಡಲ್ಪಟ್ಟಿದ್ದಾರೆ. bbox=[322, 366, 528, 415]
burning-ship-photo bbox=[816, 1394, 944, 1464]
paper-logo-block bbox=[706, 2, 945, 56]
india-pak-hero-title-1: ಅಭಿವೃದ್ಧಿಯತ್ತ ಭಾರತ; bbox=[484, 244, 707, 279]
debt-badge: 5 ಪಟ್ಟು ಹೆಚ್ಚಿದ ಪಾಕ್ ಸಾಲ bbox=[700, 522, 750, 596]
india-pak-hero-callout: ಒಂದು ದಶಕದಲ್ಲಿ ದಾಖಲೆಯ ಸಂಖ್ಯೆಯ ಜನರನ್ನು ಬಡತನದಿಂದ ಹೊರತರುವಲ್ಲಿ ಭಾರತ ಯಶಸ್ವಿ- ವಿಶ್ವಬ್ಯಾಂಕ್ bbox=[822, 230, 940, 340]
bullet-item: ನಾಸಾ ಮಾನದಂಡದ ಸುರಕ್ಷತೆ ಮತ್ತು ತರಬೇತಿ bbox=[6, 265, 142, 282]
population-headline: ಸಂತಾನ ಫಲವತ್ತತೆ ದರ ಕುಸಿತ bbox=[194, 1241, 482, 1276]
kirusuddi-label bbox=[6, 866, 166, 910]
page-number: 02 bbox=[788, 36, 814, 56]
